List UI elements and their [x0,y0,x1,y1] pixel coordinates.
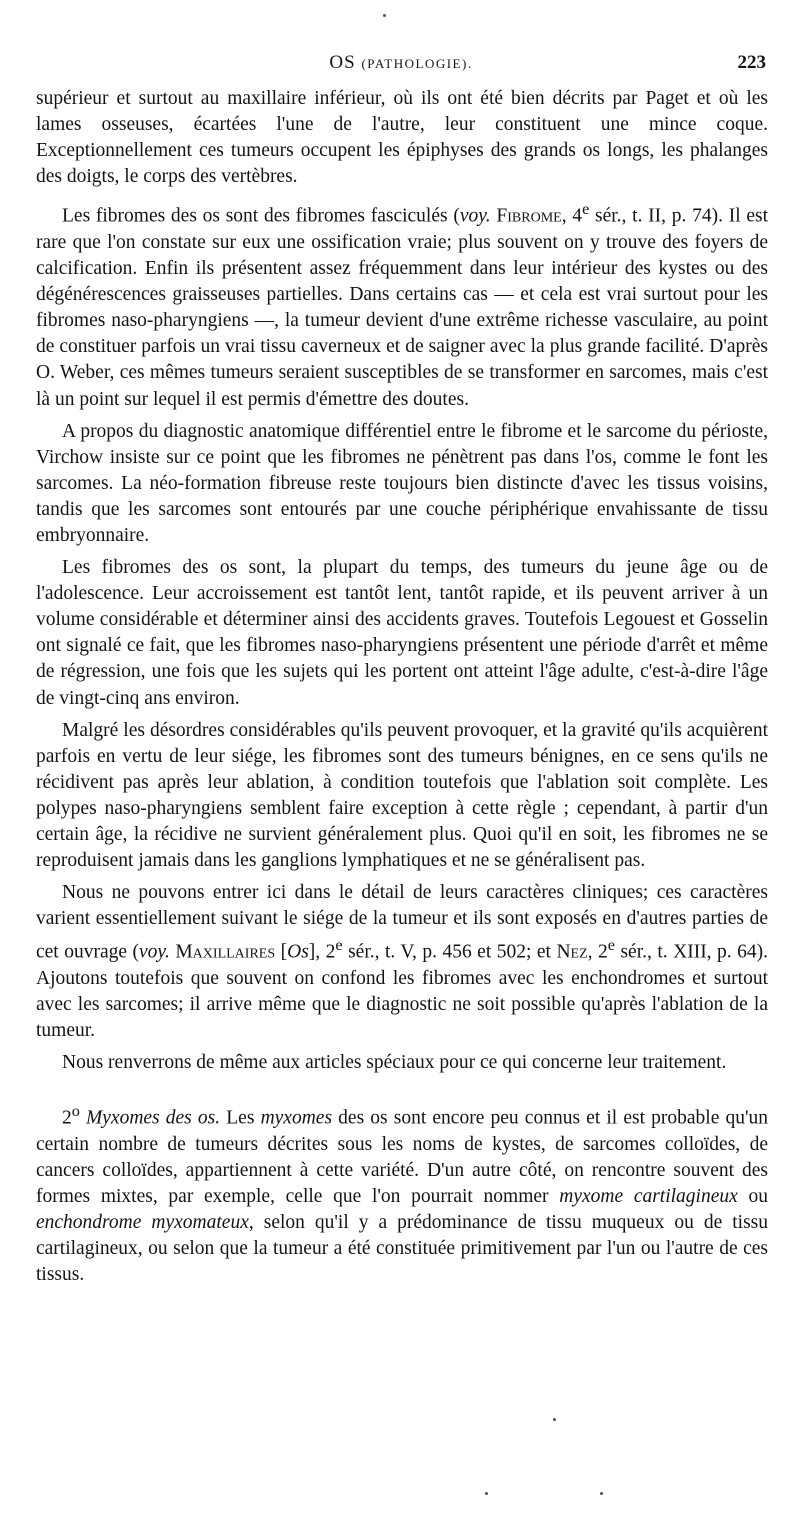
print-speck [383,14,386,17]
print-speck [553,1418,556,1421]
section-heading: Myxomes des os. [86,1107,221,1129]
section-myxomes: 2$^o$ Myxomes des os. Les myxomes des os sont encore peu connus et il est probable qu'un certain nombre de tumeurs décrites sous les noms de kystes, de sarcomes colloïdes, de cancers colloïdes, appartiennent à cette variété. D'un autre côté, on rencontre souvent des formes mixtes, par exemple, celle que l'on pourrait nommer myxome cartilagineux ou enchondrome myxomateux, selon qu'il y a prédominance de tissu muqueux ou de tissu cartilagineux, ou selon que la tumeur a été constituée primitivement par l'un ou l'autre de ces tissus. [36,1102,769,1286]
voy-abbrev: voy. [459,205,491,227]
cross-reference-maxillaires: Maxillaires [175,941,276,963]
paragraph-3: A propos du diagnostic anatomique différentiel entre le fibrome et le sarcome du périoste, Virchow insiste sur ce point que les fibromes ne pénètrent pas dans l'os, comme le font les sarcomes. La néo-formation fibreuse reste toujours bien distincte d'avec les tissus voisins, tandis que les sarcomes sont entourés par une couche périphérique envahissante de tissu embryonnaire. [36,420,768,546]
paragraph-7: Nous renverrons de même aux articles spéciaux pour ce qui concerne leur traitement. [62,1052,727,1074]
print-speck [600,1492,603,1495]
running-header [36,52,766,80]
paragraph-1: supérieur et surtout au maxillaire inférieur, où ils ont été bien décrits par Paget et où les lames osseuses, écartées l'une de l'autre, leur constituent une mince coque. Exceptionnellement ces tumeurs occupent les épiphyses des grands os longs, les phalanges des doigts, le corps des vertèbres. [36,88,768,188]
paragraph-4: Les fibromes des os sont, la plupart du temps, des tumeurs du jeune âge ou de l'adolescence. Leur accroissement est tantôt lent, tantôt rapide, et ils peuvent arriver à un volume considérable et déterminer ainsi des accidents graves. Toutefois Legouest et Gosselin ont signalé ce fait, que les fibromes naso-pharyngiens présentent une période d'arrêt et même de régression, une fois que les sujets qui les portent ont atteint l'âge adulte, c'est-à-dire l'âge de vingt-cinq ans environ. [36,557,768,709]
page-number: 223 [737,52,766,73]
running-title-sub: (PATHOLOGIE). [361,56,473,71]
body-text [36,86,768,1295]
paragraph-2: Les fibromes des os sont des fibromes fasciculés (voy. Fibrome, 4e sér., t. II, p. 74). Il est rare que l'on constate sur eux une ossification vraie; plus souvent on y trouve des foyers de calcification. Enfin ils présentent assez fréquemment dans leur intérieur des kystes ou des dégénérescences graisseuses partielles. Dans certains cas — et cela est vrai surtout pour les fibromes naso-pharyngiens —, la tumeur devient d'une extrême richesse vasculaire, au point de constituer parfois un vrai tissu caverneux et de saigner avec la plus grande facilité. D'après O. Weber, ces mêmes tumeurs seraient susceptibles de se transformer en sarcomes, mais c'est là un point sur lequel il est permis d'émettre des doutes. [36,200,769,410]
paragraph-5: Malgré les désordres considérables qu'ils peuvent provoquer, et la gravité qu'ils acquièrent parfois en vertu de leur siége, les fibromes sont des tumeurs bénignes, en ce sens qu'ils ne récidivent pas après leur ablation, à condition toutefois que l'ablation soit complète. Les polypes naso-pharyngiens semblent faire exception à cette règle ; cependant, à partir d'un certain âge, la récidive ne survient généralement plus. Quoi qu'il en soit, les fibromes ne se reproduisent jamais dans les ganglions lymphatiques et ne se généralisent pas. [36,719,768,872]
print-speck [485,1492,488,1495]
running-title-main: OS [329,52,356,73]
cross-reference-fibrome: Fibrome [496,205,562,227]
running-title [36,52,766,74]
voy-abbrev: voy. [139,941,170,963]
section-number: 2 [62,1107,72,1129]
paragraph-6: Nous ne pouvons entrer ici dans le détail de leurs caractères cliniques; ces caractères varient essentiellement suivant le siége de la tumeur et ils sont exposés en d'autres parties de cet ouvrage (voy. Maxillaires [Os], 2e sér., t. V, p. 456 et 502; et Nez, 2e sér., t. XIII, p. 64). Ajoutons toutefois que souvent on confond les fibromes avec les enchondromes et surtout avec les sarcomes; il arrive même que le diagnostic ne soit possible qu'après l'ablation de la tumeur. [36,882,769,1042]
cross-reference-nez: Nez [556,941,588,963]
